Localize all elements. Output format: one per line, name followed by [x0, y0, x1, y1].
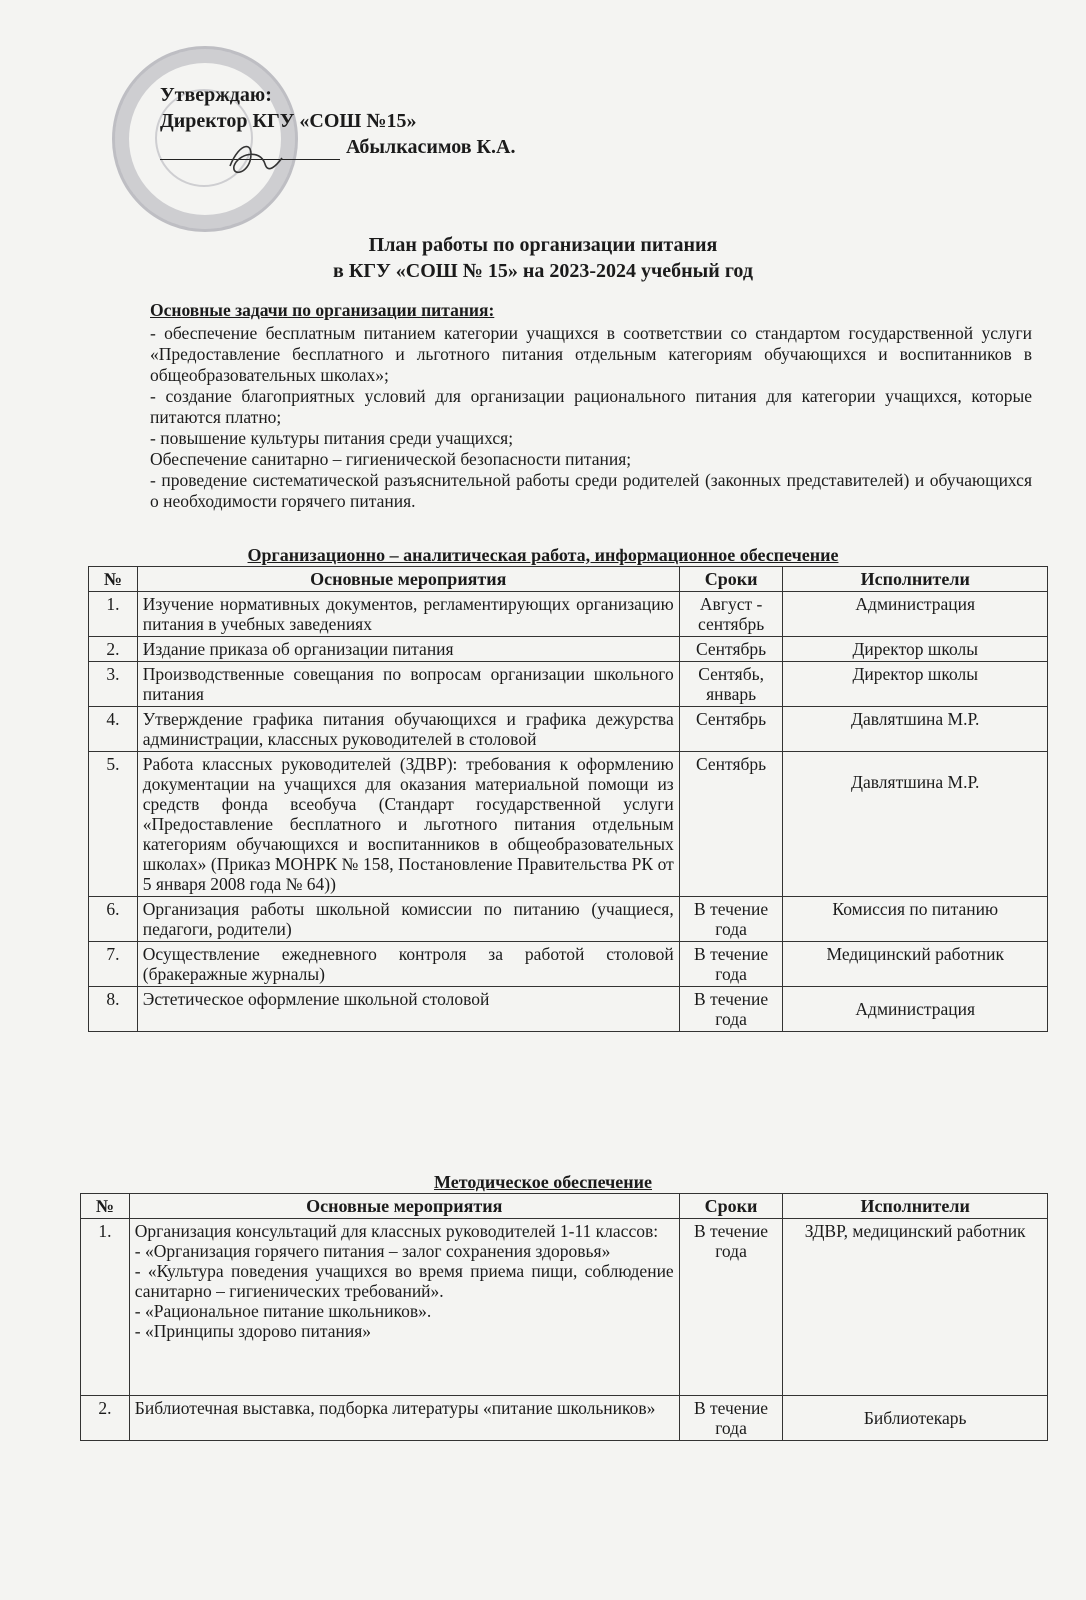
- row-activity: Издание приказа об организации питания: [137, 637, 679, 662]
- title-line-2: в КГУ «СОШ № 15» на 2023-2024 учебный год: [333, 260, 753, 282]
- table-header-row: [81, 1194, 1048, 1219]
- row-activity: Эстетическое оформление школьной столовой: [137, 987, 679, 1032]
- consultation-topic: - «Организация горячего питания – залог сохранения здоровья»: [134, 1241, 611, 1261]
- row-executor: Давлятшина М.Р.: [783, 707, 1048, 752]
- table-header-row: [89, 567, 1048, 592]
- header-num: №: [81, 1194, 130, 1219]
- row-executor: Директор школы: [783, 637, 1048, 662]
- table-row: [81, 1219, 1048, 1396]
- row-executor: Администрация: [783, 987, 1048, 1032]
- row-activity: Организация работы школьной комиссии по питанию (учащиеся, педагоги, родители): [137, 897, 679, 942]
- header-executor: Исполнители: [783, 1194, 1048, 1219]
- consultation-topic: - «Культура поведения учащихся во время приема пищи, соблюдение санитарно – гигиенических требований».: [134, 1261, 674, 1301]
- title-line-1: План работы по организации питания: [368, 234, 718, 256]
- row-executor: ЗДВР, медицинский работник: [783, 1219, 1048, 1396]
- approval-block: [160, 82, 516, 160]
- header-term: Сроки: [679, 1194, 783, 1219]
- table-row: [89, 752, 1048, 897]
- row-num: 2.: [89, 637, 138, 662]
- director-signature: [220, 136, 290, 186]
- consultation-topic: - «Рациональное питание школьников».: [134, 1301, 432, 1321]
- row-term: В течение года: [679, 1219, 783, 1396]
- row-activity: Производственные совещания по вопросам организации школьного питания: [137, 662, 679, 707]
- row-term: В течение года: [679, 942, 783, 987]
- header-num: №: [89, 567, 138, 592]
- table-row: [89, 942, 1048, 987]
- task-item: - обеспечение бесплатным питанием категории учащихся в соответствии со стандартом государственной услуги «Предоставление бесплатного и льготного питания отдельным категориям обучающихся и воспитанников в общеобразовательных школах»;: [150, 323, 1032, 385]
- header-term: Сроки: [679, 567, 783, 592]
- organizational-table: [88, 566, 1048, 1032]
- row-term: Сентябрь: [679, 752, 783, 897]
- tasks-section: [150, 300, 1032, 512]
- row-activity: [129, 1219, 679, 1396]
- row-term: В течение года: [679, 897, 783, 942]
- table-row: [89, 662, 1048, 707]
- row-term: Сентябрь: [679, 637, 783, 662]
- table-row: [81, 1396, 1048, 1441]
- row-term: Август - сентябрь: [679, 592, 783, 637]
- task-item: - повышение культуры питания среди учащихся;: [150, 428, 514, 448]
- director-name: Абылкасимов К.А.: [346, 136, 516, 158]
- row-activity: Утверждение графика питания обучающихся и графика дежурства администрации, классных руководителей в столовой: [137, 707, 679, 752]
- row-executor: Комиссия по питанию: [783, 897, 1048, 942]
- row-executor: Библиотекарь: [783, 1396, 1048, 1441]
- header-executor: Исполнители: [783, 567, 1048, 592]
- row-term: В течение года: [679, 1396, 783, 1441]
- tasks-heading: Основные задачи по организации питания:: [150, 300, 495, 320]
- consultation-topic: - «Принципы здорово питания»: [134, 1321, 372, 1341]
- table-row: [89, 707, 1048, 752]
- row-executor: Директор школы: [783, 662, 1048, 707]
- row-executor: Администрация: [783, 592, 1048, 637]
- task-item: - создание благоприятных условий для организации рационального питания для категории учащихся, которые питаются платно;: [150, 386, 1032, 427]
- row-num: 6.: [89, 897, 138, 942]
- table-row: [89, 637, 1048, 662]
- row-num: 2.: [81, 1396, 130, 1441]
- row-activity: Изучение нормативных документов, регламентирующих организацию питания в учебных заведениях: [137, 592, 679, 637]
- document-title: [0, 232, 1086, 284]
- table1-caption: Организационно – аналитическая работа, информационное обеспечение: [247, 545, 839, 565]
- row-activity: Осуществление ежедневного контроля за работой столовой (бракеражные журналы): [137, 942, 679, 987]
- approval-line-1: Утверждаю:: [160, 84, 272, 106]
- table-row: [89, 987, 1048, 1032]
- header-activity: Основные мероприятия: [137, 567, 679, 592]
- approval-signature-line: [160, 134, 516, 160]
- task-item: - проведение систематической разъяснительной работы среди родителей (законных представителей) и обучающихся о необходимости горячего питания.: [150, 470, 1032, 511]
- table-row: [89, 592, 1048, 637]
- row-num: 5.: [89, 752, 138, 897]
- row-num: 8.: [89, 987, 138, 1032]
- task-item: Обеспечение санитарно – гигиенической безопасности питания;: [150, 449, 632, 469]
- row-num: 3.: [89, 662, 138, 707]
- row-term: Сентябрь: [679, 707, 783, 752]
- row-num: 7.: [89, 942, 138, 987]
- row-num: 1.: [81, 1219, 130, 1396]
- table2-caption: Методическое обеспечение: [433, 1172, 653, 1192]
- header-activity: Основные мероприятия: [129, 1194, 679, 1219]
- row-term: В течение года: [679, 987, 783, 1032]
- row-activity: Работа классных руководителей (ЗДВР): требования к оформлению документации на учащихся для оказания материальной помощи из средств фонда всеобуча (Стандарт государственной услуги «Предоставление бесплатного и льготного питания отдельным категориям обучающихся и воспитанников в общеобразовательных школах» (Приказ МОНРК № 158, Постановление Правительства РК от 5 января 2008 года № 64)): [137, 752, 679, 897]
- row-num: 4.: [89, 707, 138, 752]
- consultation-intro: Организация консультаций для классных руководителей 1-11 классов:: [134, 1221, 659, 1241]
- row-num: 1.: [89, 592, 138, 637]
- approval-line-2: Директор КГУ «СОШ №15»: [160, 110, 417, 132]
- row-executor: Медицинский работник: [783, 942, 1048, 987]
- row-executor: Давлятшина М.Р.: [783, 752, 1048, 897]
- table-row: [89, 897, 1048, 942]
- methodical-table: [80, 1193, 1048, 1441]
- row-term: Сентябь, январь: [679, 662, 783, 707]
- row-activity: Библиотечная выставка, подборка литературы «питание школьников»: [129, 1396, 679, 1441]
